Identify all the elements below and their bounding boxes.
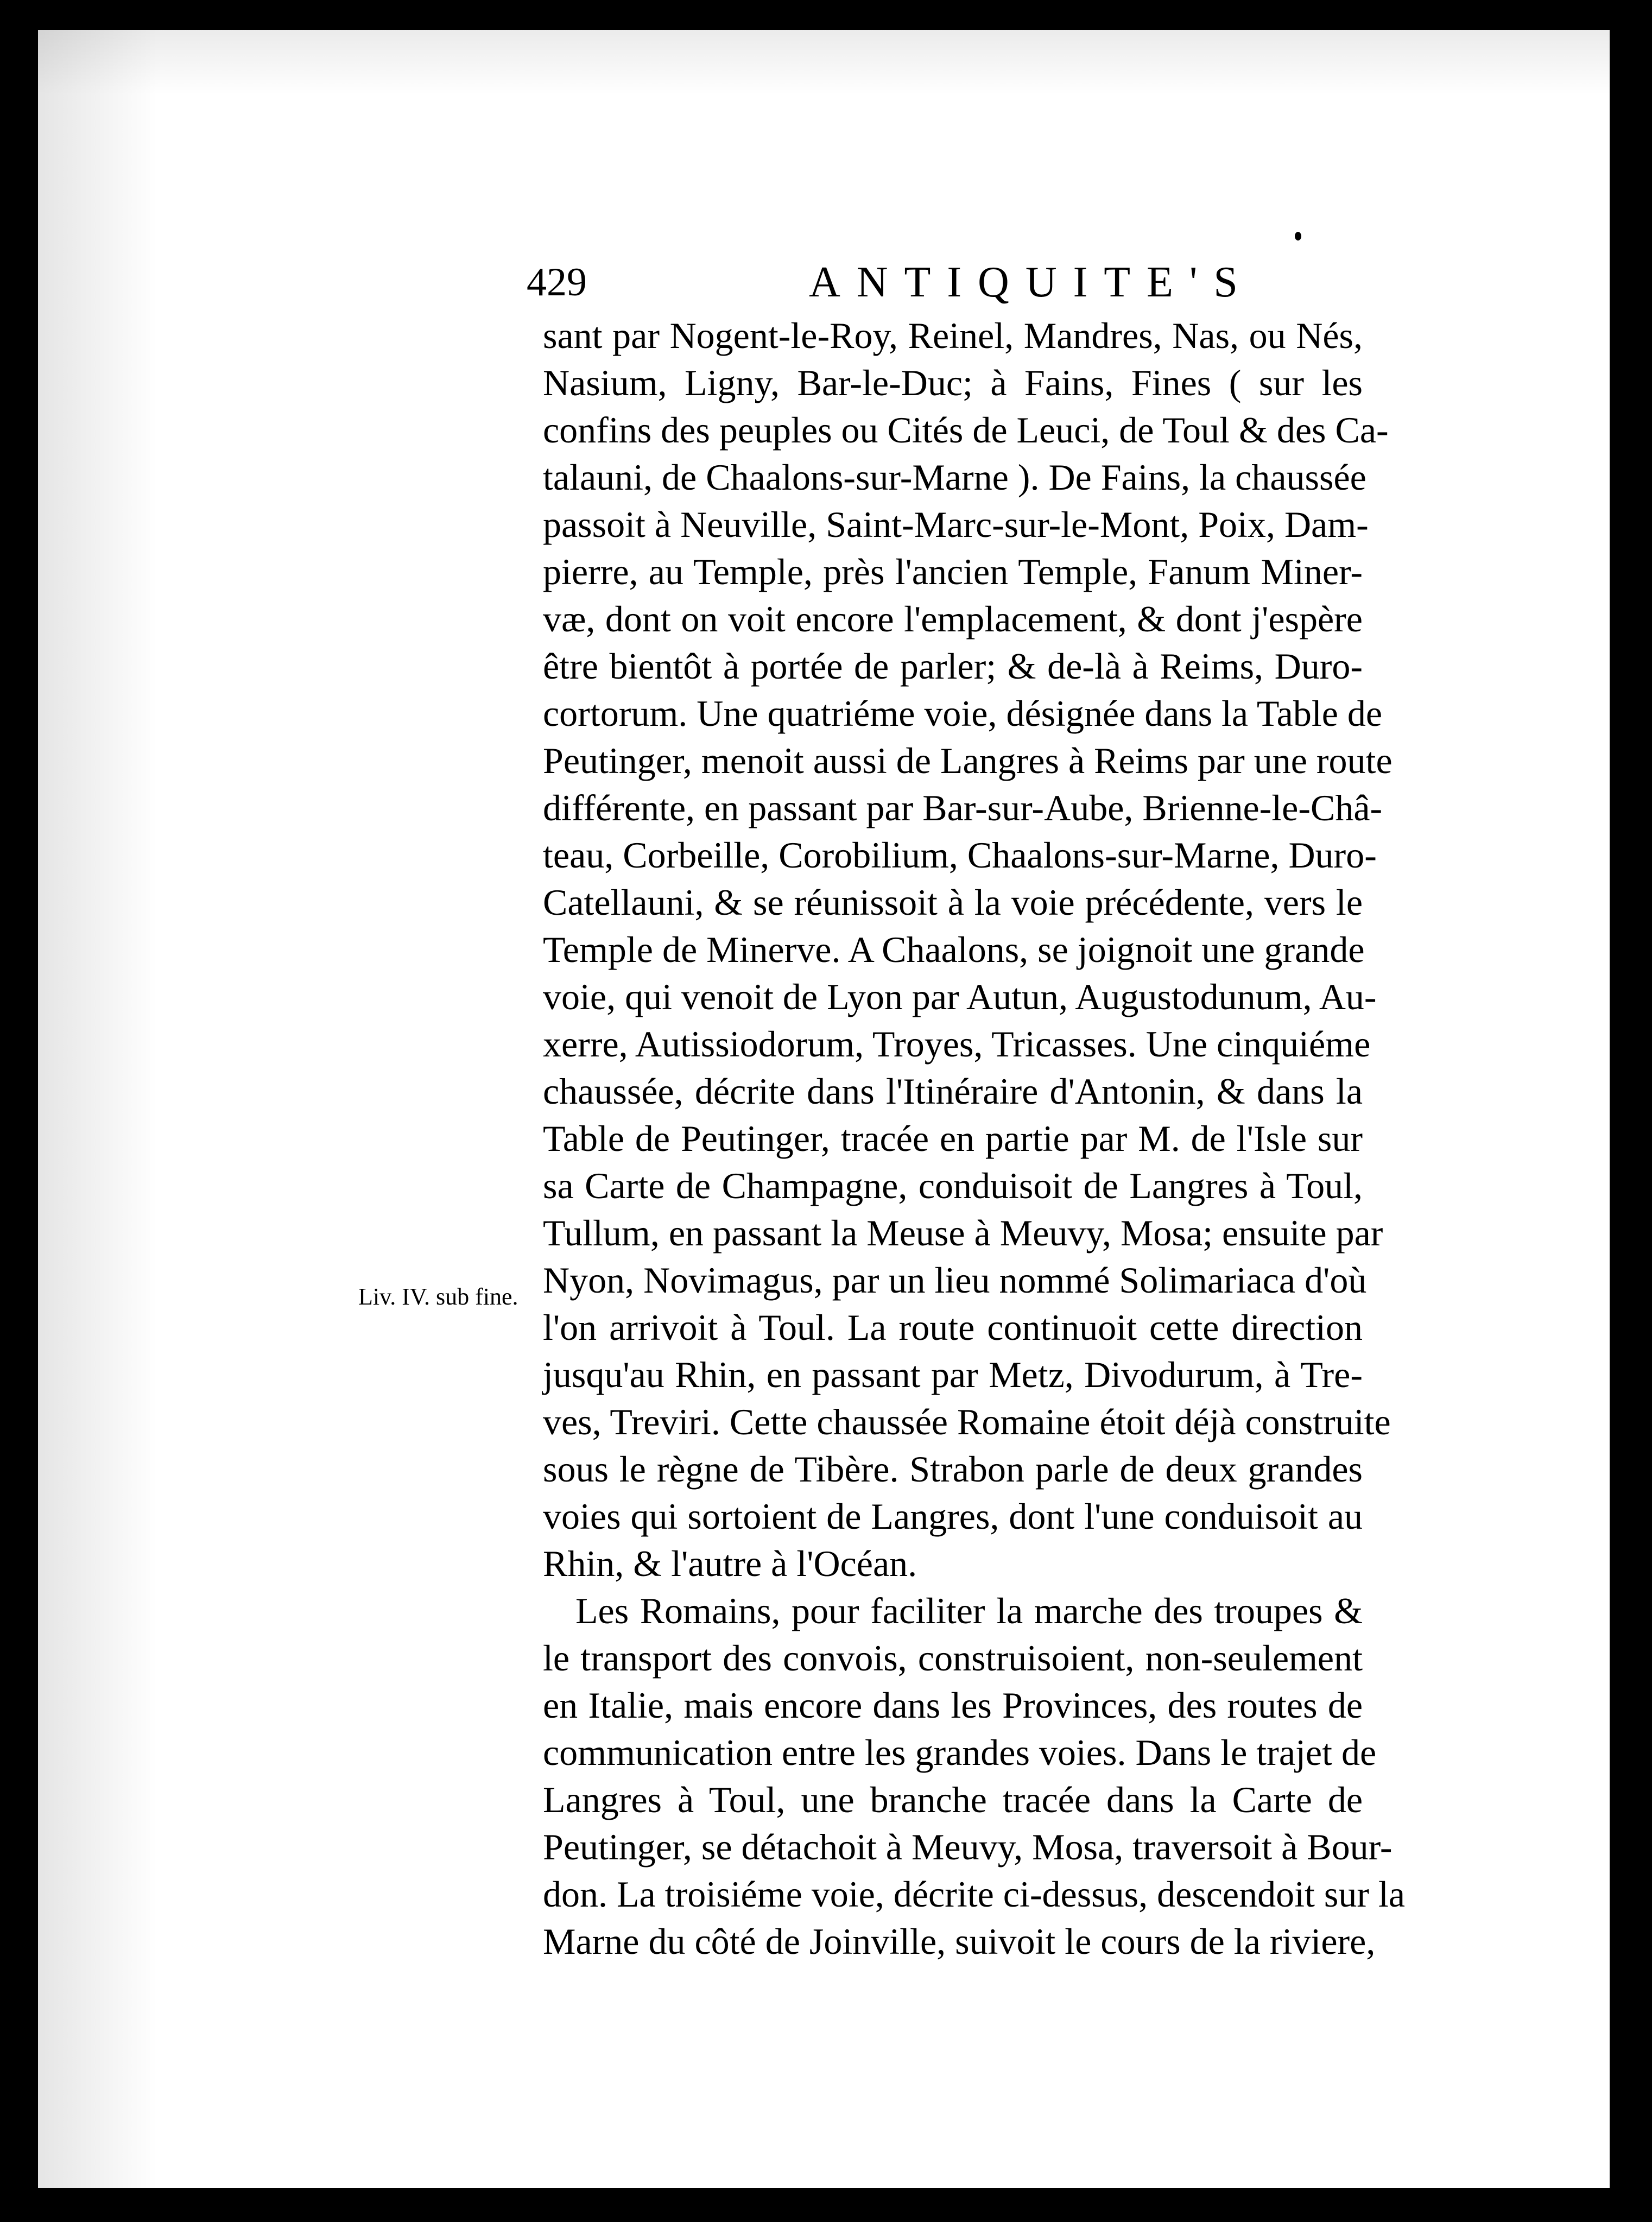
text-line: voies qui sortoient de Langres, dont l'une conduisoit au (543, 1496, 1363, 1537)
text-line: don. La troisiéme voie, décrite ci-dessus, descendoit sur la (543, 1873, 1406, 1915)
text-line: voie, qui venoit de Lyon par Autun, Augustodunum, Au- (543, 976, 1377, 1017)
text-line: Tullum, en passant la Meuse à Meuvy, Mosa; ensuite par (543, 1212, 1383, 1254)
text-line: Rhin, & l'autre à l'Océan. (543, 1543, 917, 1584)
text-line: Temple de Minerve. A Chaalons, se joignoit une grande (543, 929, 1365, 970)
text-line: le transport des convois, construisoient, non-seulement (543, 1637, 1363, 1679)
text-line: teau, Corbeille, Corobilium, Chaalons-sur-Marne, Duro- (543, 834, 1377, 876)
body-text (543, 312, 1406, 1965)
text-line: Peutinger, se détachoit à Meuvy, Mosa, traversoit à Bour- (543, 1826, 1393, 1868)
text-line: Nasium, Ligny, Bar-le-Duc; à Fains, Fines ( sur les (543, 362, 1363, 403)
text-line: sant par Nogent-le-Roy, Reinel, Mandres, Nas, ou Nés, (543, 315, 1363, 356)
text-line: Les Romains, pour faciliter la marche des troupes & (575, 1590, 1363, 1631)
text-line: confins des peuples ou Cités de Leuci, de Toul & des Ca- (543, 409, 1389, 451)
text-line: communication entre les grandes voies. Dans le trajet de (543, 1732, 1377, 1773)
text-line: passoit à Neuville, Saint-Marc-sur-le-Mont, Poix, Dam- (543, 504, 1369, 545)
text-line: Nyon, Novimagus, par un lieu nommé Solimariaca d'où (543, 1259, 1367, 1301)
running-title: ANTIQUITE'S (809, 258, 1254, 306)
text-line: sa Carte de Champagne, conduisoit de Langres à Toul, (543, 1165, 1363, 1206)
text-line: Marne du côté de Joinville, suivoit le cours de la riviere, (543, 1921, 1376, 1962)
text-line: jusqu'au Rhin, en passant par Metz, Divodurum, à Tre- (543, 1354, 1363, 1395)
text-line: en Italie, mais encore dans les Provinces, des routes de (543, 1685, 1363, 1726)
text-line: chaussée, décrite dans l'Itinéraire d'Antonin, & dans la (543, 1071, 1363, 1112)
page-edge-shading (38, 30, 157, 2188)
text-line: être bientôt à portée de parler; & de-là à Reims, Duro- (543, 645, 1363, 687)
text-line: Peutinger, menoit aussi de Langres à Reims par une route (543, 740, 1393, 781)
text-line: l'on arrivoit à Toul. La route continuoit cette direction (543, 1307, 1363, 1348)
text-line: pierre, au Temple, près l'ancien Temple, Fanum Miner- (543, 551, 1363, 592)
text-line: ves, Treviri. Cette chaussée Romaine étoit déjà construite (543, 1401, 1391, 1442)
text-line: væ, dont on voit encore l'emplacement, & dont j'espère (543, 598, 1363, 640)
margin-note: Liv. IV. sub fine. (358, 1283, 518, 1310)
page-header (527, 252, 1330, 312)
text-line: Langres à Toul, une branche tracée dans la Carte de (543, 1779, 1363, 1820)
text-line: cortorum. Une quatriéme voie, désignée dans la Table de (543, 693, 1383, 734)
book-page (38, 30, 1610, 2188)
text-line: différente, en passant par Bar-sur-Aube, Brienne-le-Châ- (543, 787, 1383, 828)
text-line: Table de Peutinger, tracée en partie par M. de l'Isle sur (543, 1118, 1363, 1159)
text-line: xerre, Autissiodorum, Troyes, Tricasses. Une cinquiéme (543, 1023, 1371, 1065)
ink-dot (1295, 232, 1301, 240)
text-line: sous le règne de Tibère. Strabon parle de deux grandes (543, 1448, 1363, 1490)
text-line: talauni, de Chaalons-sur-Marne ). De Fains, la chaussée (543, 457, 1366, 498)
page-top-shading (38, 30, 1610, 95)
page-number: 429 (527, 260, 587, 305)
text-line: Catellauni, & se réunissoit à la voie précédente, vers le (543, 882, 1363, 923)
